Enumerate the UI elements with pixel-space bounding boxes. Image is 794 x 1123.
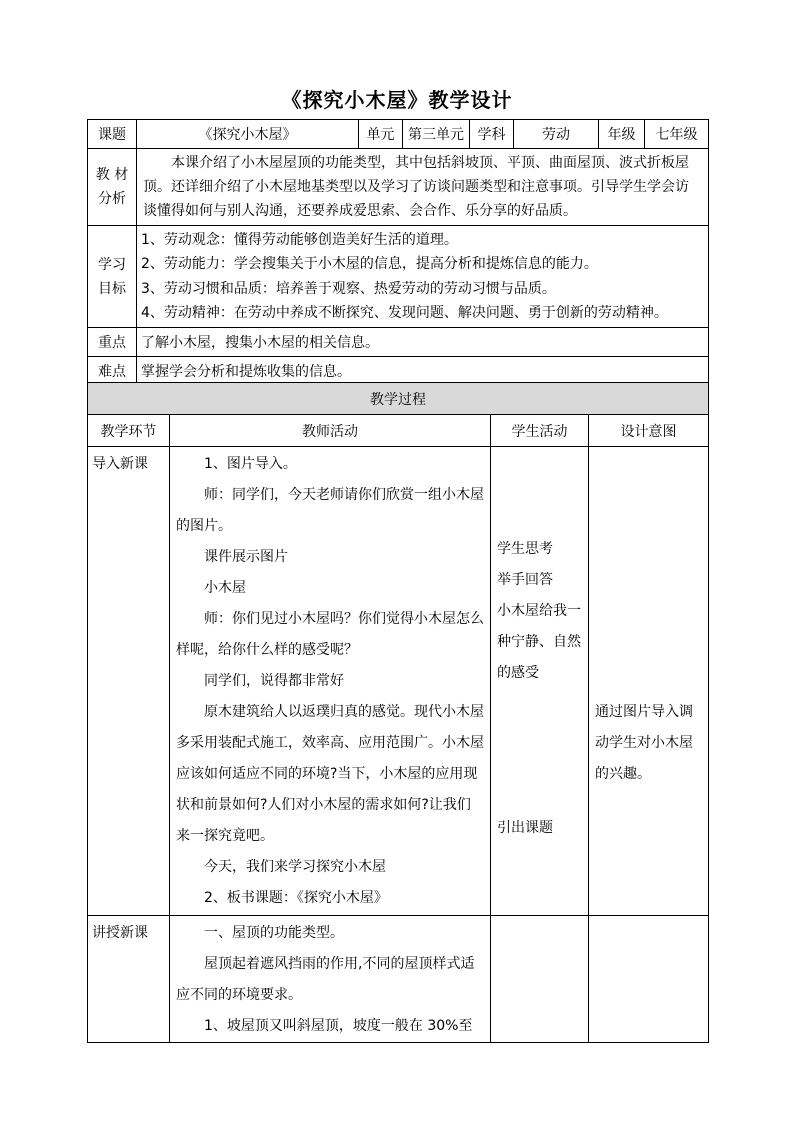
teacher-line: 1、图片导入。 bbox=[204, 456, 297, 472]
label-course: 课题 bbox=[88, 120, 137, 149]
design-intent-cell: 通过图片导入调动学生对小木屋的兴趣。 bbox=[589, 447, 709, 916]
teacher-activity-cell bbox=[170, 447, 491, 916]
header-teacher: 教师活动 bbox=[170, 415, 491, 447]
key-text: 了解小木屋，搜集小木屋的相关信息。 bbox=[137, 328, 709, 357]
label-goals-line1: 学习 bbox=[98, 256, 126, 273]
stage-cell: 讲授新课 bbox=[88, 916, 170, 1043]
label-analysis-line2: 分析 bbox=[98, 191, 126, 207]
header-stage: 教学环节 bbox=[88, 415, 170, 447]
process-band-title: 教学过程 bbox=[88, 383, 709, 415]
goal-item: 2、劳动能力：学会搜集关于小木屋的信息，提高分析和提炼信息的能力。 bbox=[141, 256, 598, 272]
teacher-line: 师：你们见过小木屋吗？你们觉得小木屋怎么样呢，给你什么样的感受呢？ bbox=[176, 611, 484, 658]
grade-value: 七年级 bbox=[645, 120, 709, 149]
header-intent: 设计意图 bbox=[589, 415, 709, 447]
teacher-line: 课件展示图片 bbox=[204, 549, 288, 565]
goal-item: 3、劳动习惯和品质：培养善于观察、热爱劳动的劳动习惯与品质。 bbox=[141, 280, 556, 297]
table-row bbox=[88, 916, 709, 1043]
label-key: 重点 bbox=[88, 328, 137, 357]
student-line: 学生思考 bbox=[497, 541, 553, 557]
label-subject: 学科 bbox=[470, 120, 514, 149]
difficult-text: 掌握学会分析和提炼收集的信息。 bbox=[137, 357, 709, 386]
analysis-text: 本课介绍了小木屋屋顶的功能类型，其中包括斜坡顶、平顶、曲面屋顶、波式折板屋顶。还详细介绍了小木屋地基类型以及学习了访谈问题类型和注意事项。引导学生学会访谈懂得如何与别人沟通，还要养成爱思索、会合作、乐分享的好品质。 bbox=[137, 149, 709, 226]
teacher-activity-cell bbox=[170, 916, 491, 1043]
student-line: 小木屋给我一种宁静、自然的感受 bbox=[497, 603, 581, 681]
teacher-line: 师：同学们，今天老师请你们欣赏一组小木屋的图片。 bbox=[176, 487, 484, 534]
stage-cell: 导入新课 bbox=[88, 447, 170, 916]
teacher-line: 屋顶起着遮风挡雨的作用,不同的屋顶样式适应不同的环境要求。 bbox=[176, 956, 475, 1003]
teacher-line: 同学们，说得都非常好 bbox=[204, 673, 344, 689]
student-line: 举手回答 bbox=[497, 572, 553, 588]
teacher-line: 今天，我们来学习探究小木屋 bbox=[204, 859, 386, 875]
document-title: 《探究小木屋》教学设计 bbox=[281, 88, 513, 112]
label-analysis bbox=[88, 149, 137, 226]
label-difficult: 难点 bbox=[88, 357, 137, 386]
label-unit: 单元 bbox=[359, 120, 403, 149]
table-row bbox=[88, 447, 709, 916]
label-analysis-line1: 教 材 bbox=[95, 167, 129, 183]
goal-item: 1、劳动观念：懂得劳动能够创造美好生活的道理。 bbox=[141, 231, 458, 248]
student-line: 引出课题 bbox=[497, 820, 553, 836]
header-student: 学生活动 bbox=[491, 415, 589, 447]
teacher-line: 2、板书课题：《探究小木屋》 bbox=[204, 890, 388, 906]
label-goals bbox=[88, 226, 137, 328]
label-goals-line2: 目标 bbox=[98, 280, 126, 297]
goals-list bbox=[137, 226, 709, 328]
teacher-line: 一、屋顶的功能类型。 bbox=[204, 925, 344, 941]
subject-value: 劳动 bbox=[514, 120, 599, 149]
teacher-line: 原木建筑给人以返璞归真的感觉。现代小木屋多采用装配式施工，效率高、应用范围广。小木屋应该如何适应不同的环境?当下，小木屋的应用现状和前景如何?人们对小木屋的需求如何?让我们来一探究竟吧。 bbox=[176, 704, 484, 844]
student-activity-cell bbox=[491, 447, 589, 916]
course-value: 《探究小木屋》 bbox=[137, 120, 359, 149]
student-activity-cell bbox=[491, 916, 589, 1043]
label-grade: 年级 bbox=[599, 120, 645, 149]
teacher-line: 小木屋 bbox=[204, 580, 246, 596]
info-table bbox=[87, 119, 709, 386]
unit-value: 第三单元 bbox=[403, 120, 470, 149]
teacher-line: 1、坡屋顶又叫斜屋顶，坡度一般在 30%至 bbox=[204, 1018, 473, 1034]
goal-item: 4、劳动精神：在劳动中养成不断探究、发现问题、解决问题、勇于创新的劳动精神。 bbox=[141, 305, 668, 321]
design-intent-cell bbox=[589, 916, 709, 1043]
process-table bbox=[87, 382, 709, 1043]
